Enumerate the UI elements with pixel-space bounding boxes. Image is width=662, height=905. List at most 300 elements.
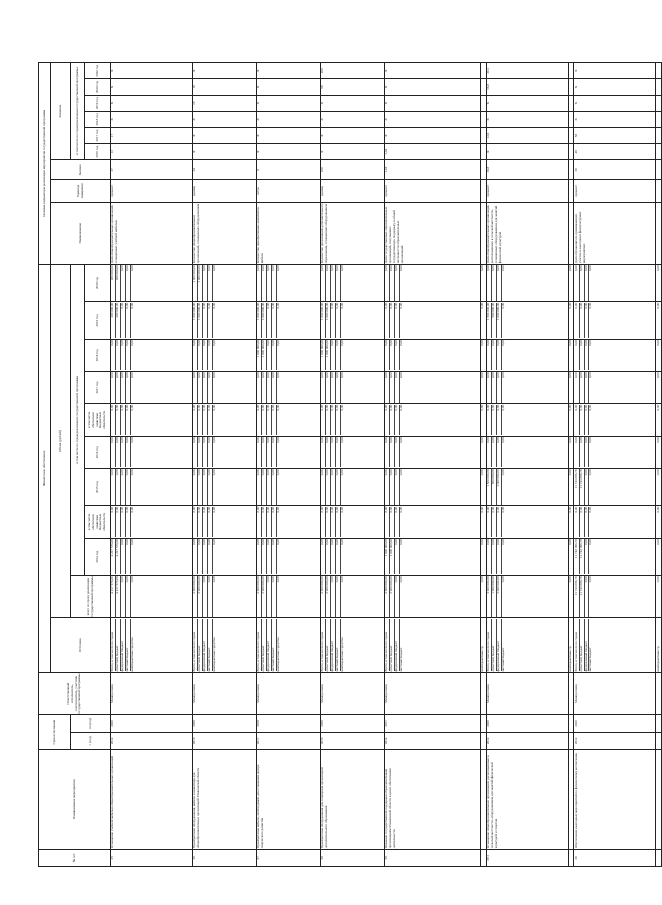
row-y2020-line: 0,00 [588, 265, 593, 272]
row-y2017 [111, 371, 193, 403]
table-body [111, 63, 662, 867]
row-y2014-line: 0,00 [212, 539, 217, 545]
row-obl-line: 0,00 [326, 507, 331, 537]
row-y2019-line: 1 000 000,00 [262, 303, 267, 338]
row-y2015-line: 0,00 [395, 469, 400, 504]
row-y2017-line: 0,00 [126, 372, 131, 402]
row-v2019: X [257, 95, 321, 111]
row-obl2-line: 0,00 [395, 405, 400, 435]
row-start: 2014 [574, 732, 656, 749]
row-y2020-line: 0,00 [580, 265, 585, 300]
row-obl2-line: 0,00 [580, 405, 585, 435]
row-y2018-line: 0,00 [116, 340, 121, 370]
row-total-line: 0,00 [203, 576, 208, 616]
row-extra-value: 0,00 [481, 506, 487, 538]
row-y2014 [193, 538, 257, 575]
row-executor: Минпросвещ [193, 672, 257, 714]
row-sources-line: областной бюджет [492, 619, 497, 672]
row-y2015-line: 0,00 [257, 469, 262, 504]
row-executor: Минпросвещ [486, 672, 568, 714]
row-v2020: X [257, 79, 321, 95]
row-y2015-line: 0,00 [331, 469, 336, 504]
row-sources [321, 618, 385, 673]
row-y2017-line: 0,00 [336, 372, 341, 402]
row-extra-value: 0,00 [656, 302, 662, 339]
row-obl-line: 0,00 [585, 507, 590, 537]
row-extra-value: 0,00 [568, 506, 574, 538]
row-y2014-line: 0,00 [267, 539, 272, 574]
row-y2014-line: 0,00 [203, 539, 208, 574]
row-y2015-line: 0,00 [336, 469, 341, 504]
row-y2020 [486, 264, 568, 301]
row-y2014 [486, 538, 568, 575]
row-y2016-line: 0,00 [487, 437, 492, 467]
row-num: 30 [574, 849, 656, 866]
row-y2018-line: 1 000 000,00 [326, 340, 331, 370]
row-v2020: X [111, 79, 193, 95]
row-y2018-line: 0,00 [500, 340, 505, 346]
row-obl2-line: 0,00 [331, 405, 336, 435]
row-obl2 [486, 404, 568, 436]
row-obl-line: 0,00 [262, 507, 267, 537]
row-y2018-line: 0,00 [130, 340, 135, 346]
row-y2018-line: 0,00 [487, 340, 492, 370]
row-obl-line: 0,00 [116, 507, 121, 537]
row-y2014-line: 0,00 [497, 539, 502, 574]
row-y2018-line: 1 000 000,00 [262, 340, 267, 370]
th-executor: Ответственный исполнитель, соисполнитель, участник государственной программы [39, 672, 111, 714]
row-v-last: 200 [321, 63, 385, 79]
row-obl-line: 0,00 [193, 507, 198, 537]
row-y2016 [111, 436, 193, 468]
row-obl-line: 0,00 [336, 507, 341, 537]
document-sheet [38, 62, 660, 867]
th-indicators: Целевые индикаторы реализации мероприятия государственной программы [39, 63, 51, 265]
row-total [321, 575, 385, 617]
row-sources-line: Всего, в том числе по годам [257, 619, 262, 672]
row-y2015-line: 0,00 [321, 469, 326, 504]
row-extra-value: 0,00 [568, 404, 574, 436]
row-y2016-line: 0,00 [497, 437, 502, 467]
row-y2016-line: 0,00 [126, 437, 131, 467]
row-sources-line: областной бюджет [390, 619, 395, 672]
row-obl2-line: 0,00 [257, 405, 262, 435]
row-y2017 [321, 371, 385, 403]
row-obl-line: 0,00 [121, 507, 126, 537]
row-y2016-line: 0,00 [385, 437, 390, 467]
row-v2020: X [385, 79, 481, 95]
row-obl2 [385, 404, 481, 436]
row-y2015-line: 0,00 [203, 469, 208, 504]
row-obl [486, 506, 568, 538]
row-y2014-line: 0,00 [588, 539, 593, 545]
row-end: 2020 [193, 715, 257, 732]
row-extra-value: 0,00 [568, 371, 574, 403]
th-iy2017: 2017 год [85, 127, 111, 143]
row-y2015-line: 0,00 [585, 469, 590, 504]
row-y2018-line: 0,00 [276, 340, 281, 346]
row-y2019-line: 0,00 [395, 303, 400, 338]
row-y2014-line: 1 000 000,00 [385, 539, 390, 574]
row-y2014-line: 0,00 [326, 539, 331, 574]
row-v-last: X [111, 63, 193, 79]
row-y2017-line: 0,00 [487, 372, 492, 402]
row-y2017-line: 0,00 [575, 372, 580, 402]
row-sources-line: местный бюджет [588, 647, 593, 672]
row-obl2-line: 0,00 [321, 405, 326, 435]
row-y2019 [257, 302, 321, 339]
row-y2018-line: 0,00 [126, 340, 131, 370]
row-y2016-line: 0,00 [588, 437, 593, 443]
row-obl [111, 506, 193, 538]
row-obl-line: 0,00 [208, 507, 213, 537]
row-end: 2018 [257, 715, 321, 732]
row-y2018-line: 0,00 [492, 340, 497, 370]
row-total-line: 11 743 096,78 [575, 576, 580, 616]
row-y2017-line: 0,00 [585, 372, 590, 402]
row-extra-label: внебюджетные ср. [656, 618, 662, 673]
row-y2017 [486, 371, 568, 403]
row-y2018-line: 0,00 [585, 340, 590, 370]
row-y2018-line: 0,00 [336, 340, 341, 370]
row-y2017-line: 0,00 [390, 372, 395, 402]
row-y2019 [321, 302, 385, 339]
row-end: 2020 [486, 715, 568, 732]
row-extra-value: 0,00 [568, 538, 574, 575]
row-y2020-line: 0,00 [130, 265, 135, 272]
row-extra-value: 0,00 [568, 436, 574, 468]
row-y2015-line: 0,00 [326, 469, 331, 504]
row-extra-value: 0,00 [656, 339, 662, 371]
row-ind-name: Доля обучающихся, принимающих участие в ежегодных физкультурных мероприятиях [574, 202, 656, 264]
row-ind-name: Количество общеобразовательных организаций, оснащенных оборудованием [193, 202, 257, 264]
row-obl-line: 0,00 [126, 507, 131, 537]
row-extra-value: 0,00 [568, 302, 574, 339]
row-extra-empty [656, 95, 662, 111]
row-y2017-line: 0,00 [500, 372, 505, 379]
row-sources-line: федеральный бюджет [203, 619, 208, 672]
row-sources-line: федеральный бюджет [121, 619, 126, 672]
row-v-last: X [257, 63, 321, 79]
row-y2016 [321, 436, 385, 468]
th-incl-obl-2: в том числе обеспечено лимитами бюджетных обязательств [85, 404, 111, 436]
row-unit: процент [574, 180, 656, 202]
row-sources-line: местный бюджет [336, 619, 341, 672]
row-y2019-line: 0,00 [121, 303, 126, 338]
row-v2018: X [193, 111, 257, 127]
row-y2014 [321, 538, 385, 575]
row-y2020 [574, 264, 656, 301]
row-name: Приобретение мебели, необходимой для оснащения центра творческого развития [257, 750, 321, 850]
row-total [385, 575, 481, 617]
row-y2017-line: 0,00 [116, 372, 121, 402]
row-sources-line: внебюджетные средства [276, 637, 281, 672]
row-obl-line: 0,00 [395, 507, 400, 537]
row-sources-line: внебюджетные средства [340, 637, 345, 672]
row-sources-line: внебюджетные средства [130, 637, 135, 672]
row-extra-empty [656, 79, 662, 95]
row-v2018: X [257, 111, 321, 127]
row-y2017 [385, 371, 481, 403]
th-y2015: 2015 год [85, 468, 111, 505]
row-sources-line: федеральный бюджет [331, 619, 336, 672]
row-base: 16,8 [486, 160, 568, 180]
row-obl-line: 0,00 [340, 506, 345, 513]
row-extra-empty [656, 144, 662, 160]
row-y2020-line: 0,00 [390, 265, 395, 300]
th-value: Значение [51, 63, 71, 160]
row-total [486, 575, 568, 617]
row-y2018-line: 0,00 [331, 340, 336, 370]
row-y2015-line: 0,00 [212, 469, 217, 476]
row-y2018-line: 0,00 [580, 340, 585, 370]
row-y2019-line: 0,00 [585, 303, 590, 338]
row-v2019: X [486, 95, 568, 111]
row-name: Обеспечение ежегодных мероприятий по физическому воспитанию [574, 750, 656, 850]
row-extra-value: 0,00 [481, 371, 487, 403]
row-y2018-line: 0,00 [390, 340, 395, 370]
row-y2015-line: 11 743 096,78 [580, 469, 585, 504]
row-obl-line: 0,00 [111, 507, 116, 537]
row-y2019-line: 0,00 [399, 302, 404, 309]
row-obl2-line: 0,00 [272, 405, 277, 435]
row-y2019-line: 0,00 [212, 302, 217, 309]
row-obl-line: 0,00 [276, 506, 281, 513]
row-y2016-line: 0,00 [130, 437, 135, 443]
row-extra-value: 0,00 [481, 538, 487, 575]
row-y2017 [193, 371, 257, 403]
row-extra-value: 0,00 [656, 538, 662, 575]
row-sources [385, 618, 481, 673]
row-y2017-line: 0,00 [588, 372, 593, 379]
row-sources-line: федеральный бюджет [395, 619, 400, 672]
row-base: 30 [574, 160, 656, 180]
row-extra-empty [656, 180, 662, 202]
row-sources-line: областной бюджет [580, 619, 585, 672]
row-obl2 [257, 404, 321, 436]
row-extra-empty [656, 127, 662, 143]
row-total-line: 0,00 [276, 576, 281, 583]
row-y2015-line: 0,00 [198, 469, 203, 504]
row-y2018-line: 0,00 [198, 340, 203, 370]
row-y2020 [385, 264, 481, 301]
row-start: 2017 [257, 732, 321, 749]
row-y2020-line: 0,00 [585, 265, 590, 300]
row-y2018-line: 0,00 [385, 340, 390, 370]
row-y2016-line: 0,00 [262, 437, 267, 467]
row-v2020: 68 [321, 79, 385, 95]
table-row-extra [656, 63, 662, 867]
row-ind-name: Количество приобретенных комплектов мебели [257, 202, 321, 264]
row-y2016 [574, 436, 656, 468]
th-ind-name: Наименование [51, 202, 111, 264]
row-y2019-line: 0,00 [385, 303, 390, 338]
row-y2020 [257, 264, 321, 301]
row-y2019 [486, 302, 568, 339]
row-y2015-line: 500 000,00 [492, 469, 497, 504]
row-y2018-line: 0,00 [340, 340, 345, 346]
row-y2018 [321, 339, 385, 371]
row-obl2-line: 0,00 [111, 405, 116, 435]
row-y2019-line: 1 000 000,00 [497, 303, 502, 338]
row-y2015-line: 0,00 [385, 469, 390, 504]
row-total-line: 0,00 [267, 576, 272, 616]
row-sources [574, 618, 656, 673]
row-y2014-line: 0,00 [340, 539, 345, 545]
row-obl2-line: 0,00 [121, 405, 126, 435]
row-y2019-line: 0,00 [208, 303, 213, 338]
row-total-line: 2 000 000,00 [326, 576, 331, 616]
row-obl2-line: 0,00 [385, 405, 390, 435]
row-y2016-line: 0,00 [212, 437, 217, 443]
row-y2014-line: 0,00 [321, 539, 326, 574]
row-y2016-line: 0,00 [276, 437, 281, 443]
row-sources [111, 618, 193, 673]
row-unit: штук [257, 180, 321, 202]
row-obl2-line: 0,00 [588, 404, 593, 411]
th-incl-years: в том числе по годам реализации государственной программы [71, 264, 85, 575]
row-y2018-line: 0,00 [208, 340, 213, 370]
row-ind-name: Количество организаций дополнительного образования, оснащенных оборудованием [321, 202, 385, 264]
row-end: 2017 [385, 715, 481, 732]
row-y2018-line: 0,00 [272, 340, 277, 370]
row-y2017-line: 0,00 [276, 372, 281, 379]
row-obl2-line: 0,00 [399, 404, 404, 411]
th-unit: Единица измерения [51, 180, 111, 202]
row-start: 2014 [111, 732, 193, 749]
row-extra-label: внебюджетные ср. [481, 618, 487, 673]
program-table [38, 62, 662, 867]
row-extra-empty [656, 732, 662, 749]
row-y2017-line: 0,00 [193, 372, 198, 402]
row-y2020-line: 1 000 000,00 [193, 265, 198, 300]
row-total-line: 0,00 [336, 576, 341, 616]
row-v2019: X [111, 95, 193, 111]
row-y2020 [111, 264, 193, 301]
row-total-line: 2 000 000,00 [385, 576, 390, 616]
row-extra-value: 0,00 [656, 404, 662, 436]
row-total-line: 2 000 000,00 [497, 576, 502, 616]
row-ind-name: Доля общеобразовательных организаций, расположенных в сельской местности, оснащенных оборудованием для занятий физической культурой [486, 202, 568, 264]
row-y2020-line: 0,00 [336, 265, 341, 300]
row-obl2-line: 0,00 [500, 404, 505, 411]
row-y2019 [111, 302, 193, 339]
row-extra-empty [656, 849, 662, 866]
row-y2018 [486, 339, 568, 371]
row-unit: единиц [321, 180, 385, 202]
row-sources-line: местный бюджет [208, 619, 213, 672]
row-y2019-line: 1 000 000,00 [321, 303, 326, 338]
row-obl2-line: 0,00 [575, 405, 580, 435]
row-v2017: X [193, 127, 257, 143]
row-y2016-line: 0,00 [116, 437, 121, 467]
row-sources-line: Всего, в том числе по годам [193, 619, 198, 672]
row-y2017-line: 0,00 [111, 372, 116, 402]
row-y2019-line: 0,00 [588, 302, 593, 309]
row-num: 29.1 [486, 849, 568, 866]
row-y2020-line: 0,00 [257, 265, 262, 300]
row-name: Оснащение учебной мебелью общеобразовательных организаций [111, 750, 193, 850]
row-obl [574, 506, 656, 538]
row-y2019-line: 0,00 [575, 303, 580, 338]
row-total-line: 0,00 [126, 576, 131, 616]
row-unit: единиц [193, 180, 257, 202]
row-extra-value: 0,00 [568, 468, 574, 505]
row-end: 2020 [111, 715, 193, 732]
row-y2020-line: 1 000 000,00 [198, 265, 203, 300]
row-executor: Минпросвещ [574, 672, 656, 714]
row-y2014-line: 11 743 096,78 [580, 539, 585, 574]
row-y2015-line: 0,00 [193, 469, 198, 504]
row-y2014-line: 0,00 [500, 539, 505, 545]
row-obl [321, 506, 385, 538]
row-extra-value: 0,00 [481, 436, 487, 468]
row-y2018 [385, 339, 481, 371]
row-y2019-line: 0,00 [203, 303, 208, 338]
row-obl [193, 506, 257, 538]
row-v2016: 49 [574, 144, 656, 160]
row-y2017-line: 0,00 [267, 372, 272, 402]
row-total-line: 0,00 [340, 576, 345, 583]
row-sources-line: Всего, в том числе по годам [487, 619, 492, 672]
row-y2015-line: 0,00 [121, 469, 126, 504]
th-term-end: по (год) [71, 715, 111, 732]
row-y2018-line: 1 000 000,00 [321, 340, 326, 370]
row-num: 25 [111, 849, 193, 866]
row-start: 2015 [193, 732, 257, 749]
row-obl-line: 0,00 [321, 507, 326, 537]
row-y2014-line: 0,00 [276, 539, 281, 545]
row-y2020-line: 0,00 [331, 265, 336, 300]
row-y2014-line: 0,00 [193, 539, 198, 574]
row-y2015 [111, 468, 193, 505]
row-y2017-line: 0,00 [580, 372, 585, 402]
row-y2019 [574, 302, 656, 339]
row-v2016: X [193, 144, 257, 160]
row-y2017-line: 0,00 [262, 372, 267, 402]
row-y2017-line: 0,00 [385, 372, 390, 402]
row-obl2-line: 0,00 [126, 405, 131, 435]
row-y2015 [574, 468, 656, 505]
row-obl2-line: 0,00 [130, 404, 135, 411]
row-executor: Минпросвещ [257, 672, 321, 714]
row-y2016-line: 0,00 [198, 437, 203, 467]
th-fin: Финансовое обеспечение [39, 264, 51, 672]
row-sources-line: областной бюджет [198, 619, 203, 672]
row-end: 2020 [321, 715, 385, 732]
row-obl-line: 0,00 [588, 506, 593, 513]
row-obl-line: 0,00 [198, 507, 203, 537]
row-sources-line: Всего, в том числе по годам [321, 619, 326, 672]
row-y2016-line: 0,00 [111, 437, 116, 467]
rotated-table-wrapper [38, 62, 660, 867]
row-y2015-line: 0,00 [130, 469, 135, 476]
row-extra-value: 0,00 [568, 575, 574, 617]
row-y2020-line: 0,00 [487, 265, 492, 300]
row-end: 2020 [574, 715, 656, 732]
row-obl2-line: 0,00 [390, 405, 395, 435]
row-y2020-line: 0,00 [575, 265, 580, 300]
row-y2014 [385, 538, 481, 575]
th-value-years: в том числе по годам реализации государственной программы [71, 63, 85, 160]
row-v-last: 20,1 [486, 63, 568, 79]
row-y2014-line: 0,00 [331, 539, 336, 574]
th-y2019: 2019 год [85, 302, 111, 339]
row-total-line: 11 743 096,78 [580, 576, 585, 616]
row-y2019 [193, 302, 257, 339]
row-sources-line: местный бюджет [399, 647, 404, 672]
row-y2020-line: 0,00 [203, 265, 208, 300]
